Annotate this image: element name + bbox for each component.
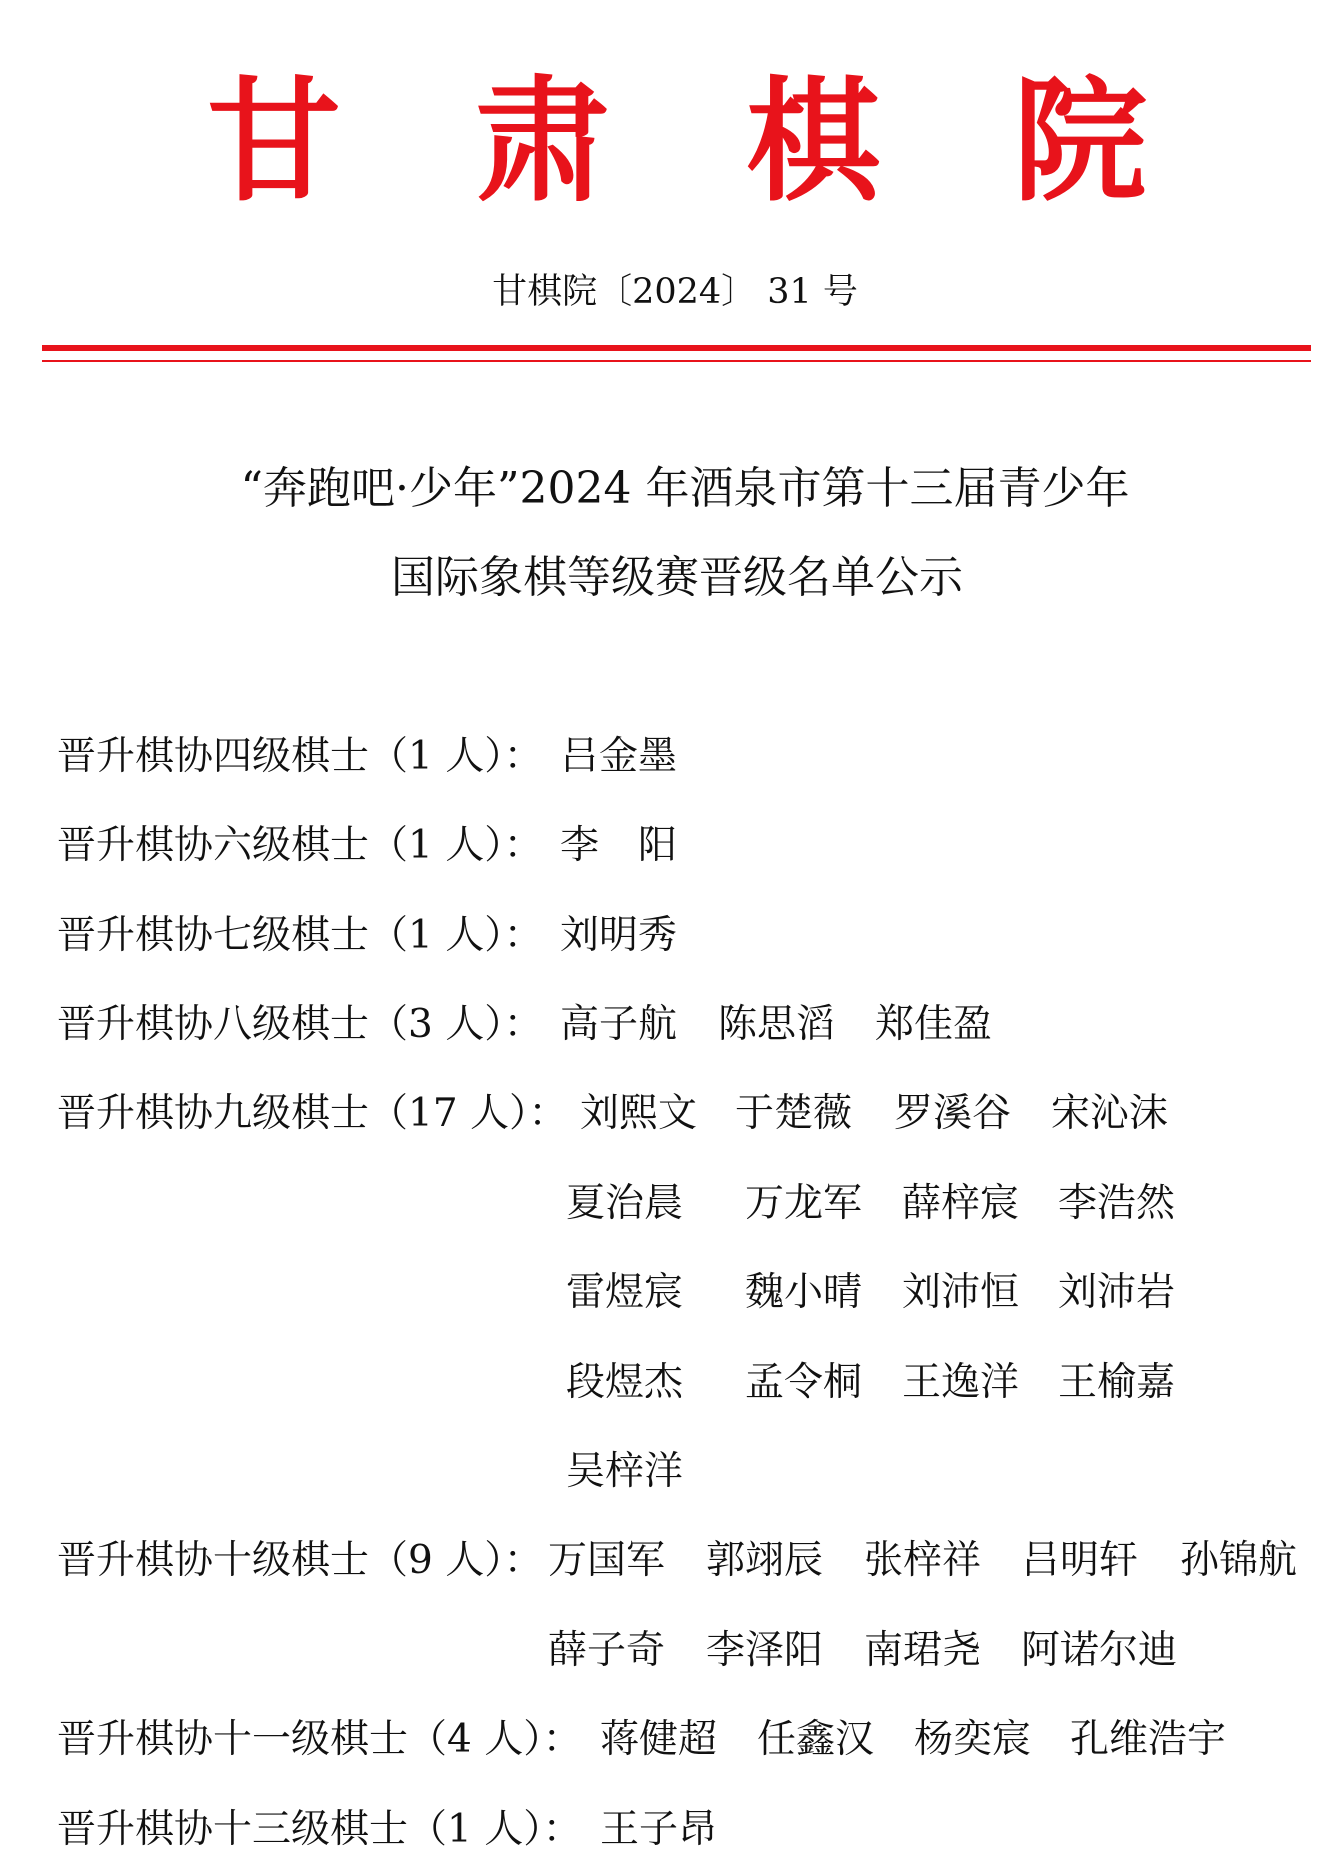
promotion-label: 晋升棋协六级棋士（1 人）： [57, 823, 543, 868]
document-title-line-2: 国际象棋等级赛晋级名单公示 [391, 552, 963, 603]
player-name: 刘沛恒 [902, 1270, 1020, 1315]
masthead-char-qi: 棋 [745, 62, 880, 220]
player-name: 蒋健超 [600, 1717, 718, 1762]
player-name: 张梓祥 [864, 1538, 982, 1583]
player-name: 吴梓洋 [566, 1449, 684, 1494]
document-number: 甘棋院〔2024〕 31 号 [492, 272, 858, 312]
promotion-label: 晋升棋协四级棋士（1 人）： [57, 734, 543, 779]
player-name: 万龙军 [745, 1181, 863, 1226]
player-name: 孙锦航 [1180, 1538, 1298, 1583]
promotion-line-level-8 [0, 1003, 1323, 1047]
promotion-line-level-9-cont [0, 1450, 1323, 1494]
player-name: 宋沁沫 [1051, 1091, 1169, 1136]
player-name: 高子航 [560, 1002, 678, 1047]
player-name: 于楚薇 [735, 1091, 853, 1136]
player-name: 刘熙文 [580, 1091, 698, 1136]
player-name: 郑佳盈 [875, 1002, 993, 1047]
masthead-char-su: 肃 [474, 62, 609, 220]
player-name: 薛子奇 [548, 1628, 666, 1673]
player-name: 夏治晨 [566, 1181, 684, 1226]
document-title-line-1: “奔跑吧·少年”2024 年酒泉市第十三届青少年 [240, 463, 1130, 514]
promotion-line-level-9-cont [0, 1271, 1323, 1315]
player-name: 吕金墨 [560, 734, 678, 779]
player-name: 刘明秀 [560, 913, 678, 958]
promotion-line-level-13 [0, 1808, 1323, 1852]
player-name: 杨奕宸 [914, 1717, 1032, 1762]
player-name: 郭翊辰 [706, 1538, 824, 1583]
player-name: 阿诺尔迪 [1021, 1628, 1178, 1673]
promotion-line-level-10 [0, 1539, 1323, 1583]
player-name: 任鑫汉 [757, 1717, 875, 1762]
masthead-char-gan: 甘 [206, 62, 341, 220]
promotion-line-level-9-cont [0, 1182, 1323, 1226]
promotion-label: 晋升棋协十级棋士（9 人）： [57, 1538, 543, 1583]
player-name: 王子昂 [600, 1807, 718, 1852]
player-name: 薛梓宸 [902, 1181, 1020, 1226]
player-name: 孔维浩宇 [1070, 1717, 1227, 1762]
masthead-char-yuan: 院 [1012, 62, 1147, 220]
promotion-line-level-6 [0, 824, 1323, 868]
player-name: 吕明轩 [1021, 1538, 1139, 1583]
promotion-line-level-9 [0, 1092, 1323, 1136]
promotion-line-level-10-cont [0, 1629, 1323, 1673]
promotion-line-level-9-cont [0, 1361, 1323, 1405]
player-name: 南珺尧 [864, 1628, 982, 1673]
red-rule-thin [42, 360, 1311, 362]
promotion-line-level-11 [0, 1718, 1323, 1762]
player-name: 李 阳 [560, 823, 678, 868]
player-name: 王逸洋 [902, 1360, 1020, 1405]
player-name: 雷煜宸 [566, 1270, 684, 1315]
player-name: 魏小晴 [745, 1270, 863, 1315]
player-name: 孟令桐 [745, 1360, 863, 1405]
promotion-label: 晋升棋协十一级棋士（4 人）： [57, 1717, 582, 1762]
promotion-line-level-7 [0, 914, 1323, 958]
promotion-label: 晋升棋协七级棋士（1 人）： [57, 913, 543, 958]
player-name: 万国军 [548, 1538, 666, 1583]
player-name: 李浩然 [1058, 1181, 1176, 1226]
player-name: 李泽阳 [706, 1628, 824, 1673]
player-name: 王榆嘉 [1058, 1360, 1176, 1405]
promotion-line-level-4 [0, 735, 1323, 779]
player-name: 段煜杰 [566, 1360, 684, 1405]
red-rule-thick [42, 345, 1311, 351]
promotion-label: 晋升棋协九级棋士（17 人）： [57, 1091, 568, 1136]
player-name: 罗溪谷 [894, 1091, 1012, 1136]
promotion-label: 晋升棋协十三级棋士（1 人）： [57, 1807, 582, 1852]
player-name: 刘沛岩 [1058, 1270, 1176, 1315]
promotion-label: 晋升棋协八级棋士（3 人）： [57, 1002, 543, 1047]
player-name: 陈思滔 [718, 1002, 836, 1047]
